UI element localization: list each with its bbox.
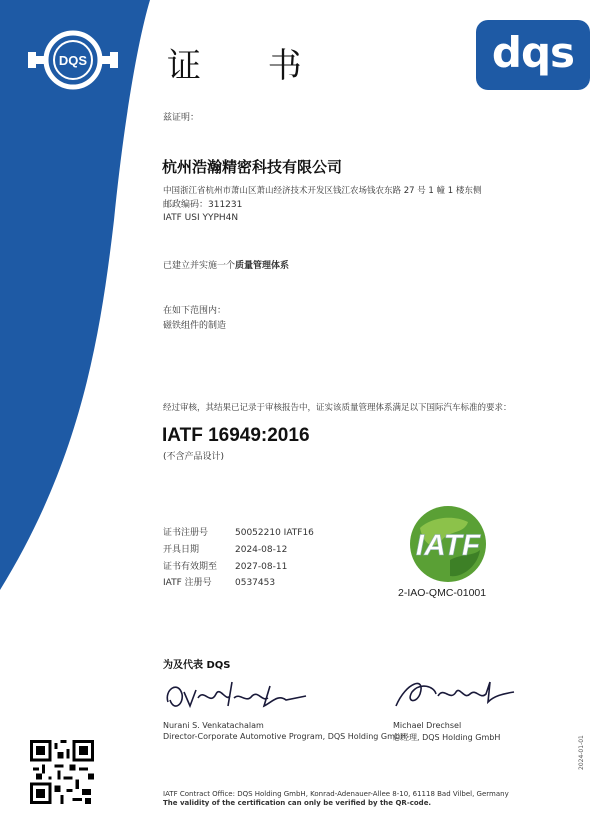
registration-row: 开具日期 2024-08-12 xyxy=(163,545,288,555)
verification-qr-code[interactable] xyxy=(30,740,94,804)
system-statement: 已建立并实施一个质量管理体系 xyxy=(163,261,290,271)
scope-label: 在如下范围内： xyxy=(163,306,227,316)
svg-text:IATF: IATF xyxy=(415,529,481,562)
dqs-seal-logo xyxy=(28,24,118,96)
registration-row: IATF 注册号 0537453 xyxy=(163,578,276,588)
audit-statement: 经过审核，其结果已记录于审核报告中，证实该质量管理体系满足以下国际汽车标准的要求： xyxy=(163,403,512,413)
iatf-globe-logo xyxy=(390,500,500,588)
standard-name: IATF 16949:2016 xyxy=(162,425,310,446)
signatory-title: Director-Corporate Automotive Program, DQS Holding GmbH xyxy=(163,732,406,741)
postal-code: 邮政编码：311231 xyxy=(163,200,243,210)
intro-text: 兹证明： xyxy=(163,113,200,123)
company-address: 中国浙江省杭州市萧山区萧山经济技术开发区钱江农场钱农东路 27 号 1 幢 1 楼东侧 xyxy=(163,186,482,196)
registration-row: 证书注册号 50052210 IATF16 xyxy=(163,528,314,538)
standard-note: (不含产品设计) xyxy=(163,452,225,462)
iatf-usi: IATF USI YYPH4N xyxy=(163,213,239,223)
company-name: 杭州浩瀚精密科技有限公司 xyxy=(162,158,343,176)
footer-validity: The validity of the certification can only be verified by the QR-code. xyxy=(163,799,432,807)
signatory-title: 总经理, DQS Holding GmbH xyxy=(393,733,501,742)
signature-drechsel xyxy=(390,672,520,716)
iatf-code: 2-IAO-QMC-01001 xyxy=(398,587,487,599)
dqs-logo: dqs xyxy=(476,20,590,90)
certificate-title: 证 书 xyxy=(167,46,330,86)
svg-text:DQS: DQS xyxy=(58,53,88,68)
registration-row: 证书有效期至 2027-08-11 xyxy=(163,562,288,572)
on-behalf: 为及代表 DQS xyxy=(163,660,231,671)
doc-code: 2024-01-01 xyxy=(578,735,585,770)
signature-venkatachalam xyxy=(160,672,310,716)
scope-text: 磁铁组件的制造 xyxy=(163,321,227,331)
signatory-name: Michael Drechsel xyxy=(393,721,462,730)
signatory-name: Nurani S. Venkatachalam xyxy=(163,721,264,730)
footer-office: IATF Contract Office: DQS Holding GmbH, Konrad-Adenauer-Allee 8-10, 61118 Bad Vilbel, Germany xyxy=(163,790,509,798)
